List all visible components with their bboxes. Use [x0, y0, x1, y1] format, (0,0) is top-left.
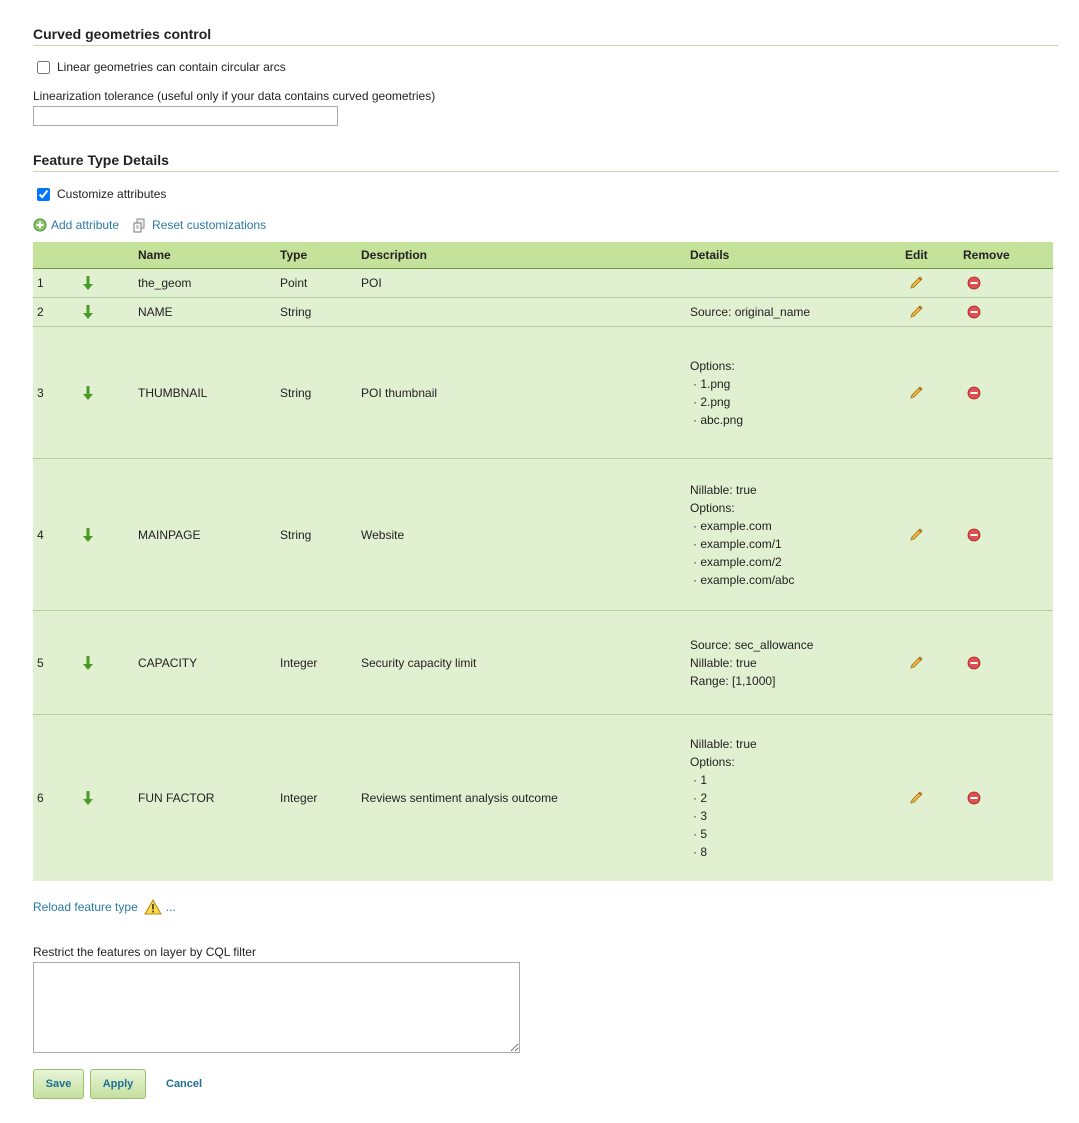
move-down-cell: [73, 269, 134, 298]
pencil-icon[interactable]: [908, 527, 924, 543]
attribute-description: POI: [357, 269, 686, 298]
attribute-details: [686, 298, 901, 327]
circular-arcs-option: [36, 60, 286, 74]
pencil-icon[interactable]: [908, 275, 924, 291]
move-down-cell: [73, 611, 134, 715]
table-row: [33, 459, 1053, 611]
row-number: 4: [33, 459, 73, 611]
remove-cell: [959, 298, 1053, 327]
remove-cell: [959, 715, 1053, 881]
cql-filter-textarea[interactable]: [33, 962, 520, 1053]
attribute-description: Website: [357, 459, 686, 611]
details-line: · abc.png: [693, 412, 744, 427]
circular-arcs-label: Linear geometries can contain circular arcs: [57, 60, 286, 74]
attribute-details: [686, 327, 901, 459]
details-line: Source: original_name: [690, 305, 811, 319]
arrow-down-icon[interactable]: [83, 275, 93, 291]
header-name: Name: [134, 242, 276, 269]
details-line: Options:: [690, 754, 735, 769]
attribute-details: [686, 611, 901, 715]
details-line: · example.com/1: [693, 536, 782, 551]
feature-type-details-title: Feature Type Details: [33, 152, 1058, 172]
edit-cell: [901, 327, 959, 459]
pencil-icon[interactable]: [908, 655, 924, 671]
reload-details-link[interactable]: ...: [165, 900, 176, 914]
attribute-description: Security capacity limit: [357, 611, 686, 715]
add-attribute-action[interactable]: [33, 218, 119, 232]
pencil-icon[interactable]: [908, 304, 924, 320]
remove-cell: [959, 459, 1053, 611]
move-down-cell: [73, 715, 134, 881]
move-down-cell: [73, 327, 134, 459]
attribute-actions: [33, 217, 279, 233]
details-line: · 2.png: [693, 394, 731, 409]
table-header-row: [33, 242, 1053, 269]
arrow-down-icon[interactable]: [83, 790, 93, 806]
attribute-name: CAPACITY: [134, 611, 276, 715]
remove-icon[interactable]: [967, 528, 981, 542]
attribute-details: [686, 459, 901, 611]
attribute-type: Integer: [276, 715, 357, 881]
reload-feature-type-link[interactable]: Reload feature type: [33, 900, 138, 914]
remove-icon[interactable]: [967, 386, 981, 400]
attribute-type: String: [276, 298, 357, 327]
details-line: · 1: [693, 772, 708, 787]
edit-cell: [901, 611, 959, 715]
attribute-description: [357, 298, 686, 327]
details-line: · 8: [693, 844, 708, 859]
details-line: Source: sec_allowance: [690, 637, 814, 652]
attribute-details: [686, 715, 901, 881]
header-details: Details: [686, 242, 901, 269]
attribute-name: MAINPAGE: [134, 459, 276, 611]
details-line: · example.com: [693, 518, 772, 533]
row-number: 6: [33, 715, 73, 881]
attribute-name: NAME: [134, 298, 276, 327]
cancel-link[interactable]: Cancel: [166, 1078, 203, 1090]
attribute-name: FUN FACTOR: [134, 715, 276, 881]
edit-cell: [901, 459, 959, 611]
attribute-name: the_geom: [134, 269, 276, 298]
move-down-cell: [73, 459, 134, 611]
attributes-table: [33, 242, 1053, 881]
edit-cell: [901, 269, 959, 298]
cql-filter-label: Restrict the features on layer by CQL filter: [33, 945, 256, 959]
attribute-description: POI thumbnail: [357, 327, 686, 459]
arrow-down-icon[interactable]: [83, 527, 93, 543]
header-type: Type: [276, 242, 357, 269]
reset-customizations-link[interactable]: Reset customizations: [152, 218, 267, 232]
details-line: Range: [1,1000]: [690, 673, 776, 688]
row-number: 3: [33, 327, 73, 459]
curved-geometries-title: Curved geometries control: [33, 26, 1058, 46]
move-down-cell: [73, 298, 134, 327]
details-line: · example.com/abc: [693, 572, 795, 587]
remove-cell: [959, 327, 1053, 459]
details-line: Nillable: true: [690, 655, 757, 670]
header-index: [33, 242, 73, 269]
attribute-type: String: [276, 459, 357, 611]
attribute-type: Point: [276, 269, 357, 298]
arrow-down-icon[interactable]: [83, 655, 93, 671]
circular-arcs-checkbox[interactable]: [37, 61, 50, 74]
reset-icon: [132, 217, 148, 233]
edit-cell: [901, 298, 959, 327]
remove-cell: [959, 269, 1053, 298]
row-number: 1: [33, 269, 73, 298]
details-line: Nillable: true: [690, 482, 757, 497]
attribute-name: THUMBNAIL: [134, 327, 276, 459]
pencil-icon[interactable]: [908, 385, 924, 401]
details-line: · 1.png: [693, 376, 731, 391]
customize-attributes-checkbox[interactable]: [37, 188, 50, 201]
remove-icon[interactable]: [967, 305, 981, 319]
reset-customizations-action[interactable]: [132, 217, 266, 233]
warning-icon: [144, 899, 162, 915]
pencil-icon[interactable]: [908, 790, 924, 806]
customize-attributes-label: Customize attributes: [57, 187, 167, 201]
linearization-tolerance-label: Linearization tolerance (useful only if your data contains curved geometries): [33, 89, 436, 103]
details-line: Options:: [690, 358, 735, 373]
row-number: 5: [33, 611, 73, 715]
header-move: [73, 242, 134, 269]
remove-icon[interactable]: [967, 656, 981, 670]
details-line: · 3: [693, 808, 708, 823]
remove-cell: [959, 611, 1053, 715]
row-number: 2: [33, 298, 73, 327]
arrow-down-icon[interactable]: [83, 304, 93, 320]
linearization-tolerance-input[interactable]: [33, 106, 338, 126]
attribute-type: Integer: [276, 611, 357, 715]
remove-icon[interactable]: [967, 791, 981, 805]
header-description: Description: [357, 242, 686, 269]
remove-icon[interactable]: [967, 276, 981, 290]
header-remove: Remove: [959, 242, 1053, 269]
table-row: [33, 327, 1053, 459]
add-attribute-link[interactable]: Add attribute: [51, 218, 120, 232]
attribute-description: Reviews sentiment analysis outcome: [357, 715, 686, 881]
arrow-down-icon[interactable]: [83, 385, 93, 401]
details-line: · 5: [693, 826, 708, 841]
details-line: · example.com/2: [693, 554, 782, 569]
table-row: [33, 298, 1053, 327]
details-line: · 2: [693, 790, 708, 805]
table-row: [33, 715, 1053, 881]
details-line: Options:: [690, 500, 735, 515]
attribute-details: [686, 269, 901, 298]
apply-button[interactable]: Apply: [90, 1069, 146, 1099]
add-icon: [33, 218, 47, 232]
save-button[interactable]: Save: [33, 1069, 84, 1099]
edit-cell: [901, 715, 959, 881]
reload-feature-type: [33, 899, 176, 915]
details-line: Nillable: true: [690, 736, 757, 751]
header-edit: Edit: [901, 242, 959, 269]
table-row: [33, 611, 1053, 715]
customize-attributes-option: [36, 187, 166, 201]
attribute-type: String: [276, 327, 357, 459]
table-row: [33, 269, 1053, 298]
